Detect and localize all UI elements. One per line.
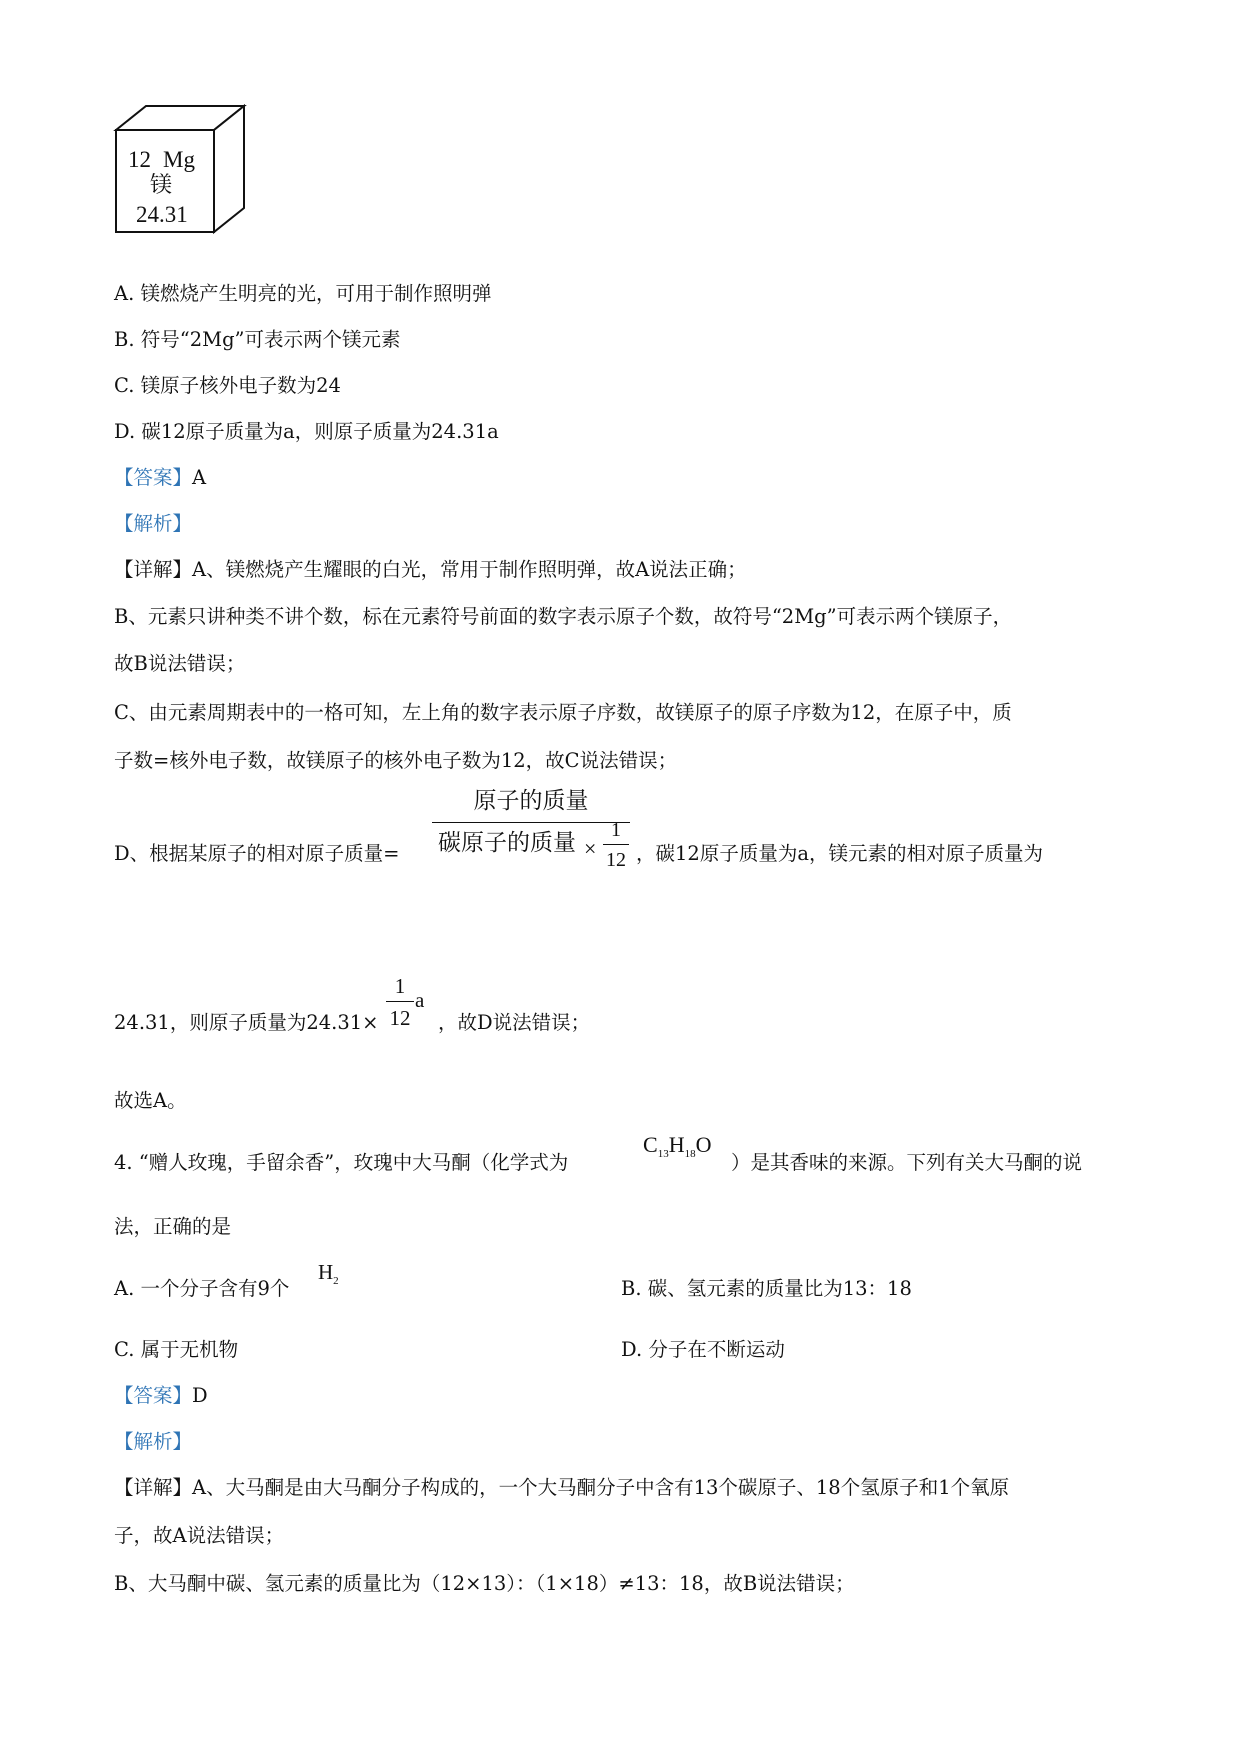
answer-tag: 【答案】 (114, 466, 193, 489)
formula-denominator: 碳原子的质量 (438, 830, 576, 856)
q3-option-a: A. 镁燃烧产生明亮的光，可用于制作照明弹 (114, 282, 492, 305)
q3-detail-d-suffix: ，碳12原子质量为a，镁元素的相对原子质量为 (636, 842, 1043, 865)
q3-analysis-tag: 【解析】 (114, 512, 193, 535)
q4-detail-2: 子，故A说法错误； (114, 1524, 285, 1547)
tile-symbol: Mg (163, 147, 195, 172)
small-frac-num: 1 (611, 819, 621, 841)
q3-detail-d: D、根据某原子的相对原子质量= (114, 842, 400, 865)
q3-detail-3: 故B说法错误； (114, 652, 246, 675)
small-frac-den: 12 (606, 849, 626, 871)
q4-stem-line2: 法，正确的是 (114, 1215, 232, 1238)
q4-option-d: D. 分子在不断运动 (621, 1338, 785, 1361)
formula-numerator: 原子的质量 (473, 788, 589, 814)
small-frac-bar (603, 844, 629, 845)
q4-analysis-tag: 【解析】 (114, 1430, 193, 1453)
q4-option-a: A. 一个分子含有9个 (114, 1277, 290, 1300)
tile-atomic-mass: 24.31 (136, 202, 188, 227)
q3-detail-1: 【详解】A、镁燃烧产生耀眼的白光，常用于制作照明弹，故A说法正确； (114, 558, 747, 581)
q3-detail-2: B、元素只讲种类不讲个数，标在元素符号前面的数字表示原子个数，故符号“2Mg”可表示两个镁原子， (114, 605, 1013, 628)
q4-stem: 4. “赠人玫瑰，手留余香”，玫瑰中大马酮（化学式为 (114, 1151, 569, 1174)
formula-bar (432, 822, 630, 823)
q3-answer (114, 468, 206, 488)
q3-detail-d2: 24.31，则原子质量为24.31× (114, 1011, 379, 1034)
q3-option-d: D. 碳12原子质量为a，则原子质量为24.31a (114, 420, 499, 443)
q4-answer (114, 1386, 208, 1406)
q4-option-b: B. 碳、氢元素的质量比为13：18 (621, 1277, 912, 1300)
q4-option-a-formula: $H_2$ (318, 1260, 339, 1287)
tile-element-name: 镁 (150, 173, 173, 198)
q3-detail-4: C、由元素周期表中的一格可知，左上角的数字表示原子序数，故镁原子的原子序数为12，在原子中，质 (114, 701, 1012, 724)
d2-frac-den: 12 (389, 1006, 411, 1030)
q3-detail-5: 子数=核外电子数，故镁原子的核外电子数为12，故C说法错误； (114, 749, 678, 772)
q4-stem-suffix: ）是其香味的来源。下列有关大马酮的说 (731, 1151, 1083, 1174)
formula-times: × (584, 836, 597, 861)
tile-atomic-number: 12 (128, 147, 151, 172)
d2-var: a (415, 988, 425, 1012)
answer-value: A (192, 466, 207, 489)
d2-frac-num: 1 (394, 974, 406, 998)
q4-detail-3: B、大马酮中碳、氢元素的质量比为（12×13）：（1×18）≠13：18，故B说法错误； (114, 1572, 855, 1595)
q4-formula: $C_{13}H_{18}O$ (643, 1132, 712, 1160)
q3-conclusion: 故选A。 (114, 1089, 187, 1112)
d2-frac-bar (386, 1001, 414, 1002)
q3-option-c: C. 镁原子核外电子数为24 (114, 374, 341, 397)
q3-detail-d2-suffix: ，故D说法错误； (438, 1011, 591, 1034)
answer-value: D (192, 1384, 208, 1407)
q4-option-c: C. 属于无机物 (114, 1338, 239, 1361)
q3-option-b: B. 符号“2Mg”可表示两个镁元素 (114, 328, 401, 351)
q4-detail-1: 【详解】A、大马酮是由大马酮分子构成的，一个大马酮分子中含有13个碳原子、18个氢原子和1个氧原 (114, 1476, 1010, 1499)
answer-tag: 【答案】 (114, 1384, 193, 1407)
